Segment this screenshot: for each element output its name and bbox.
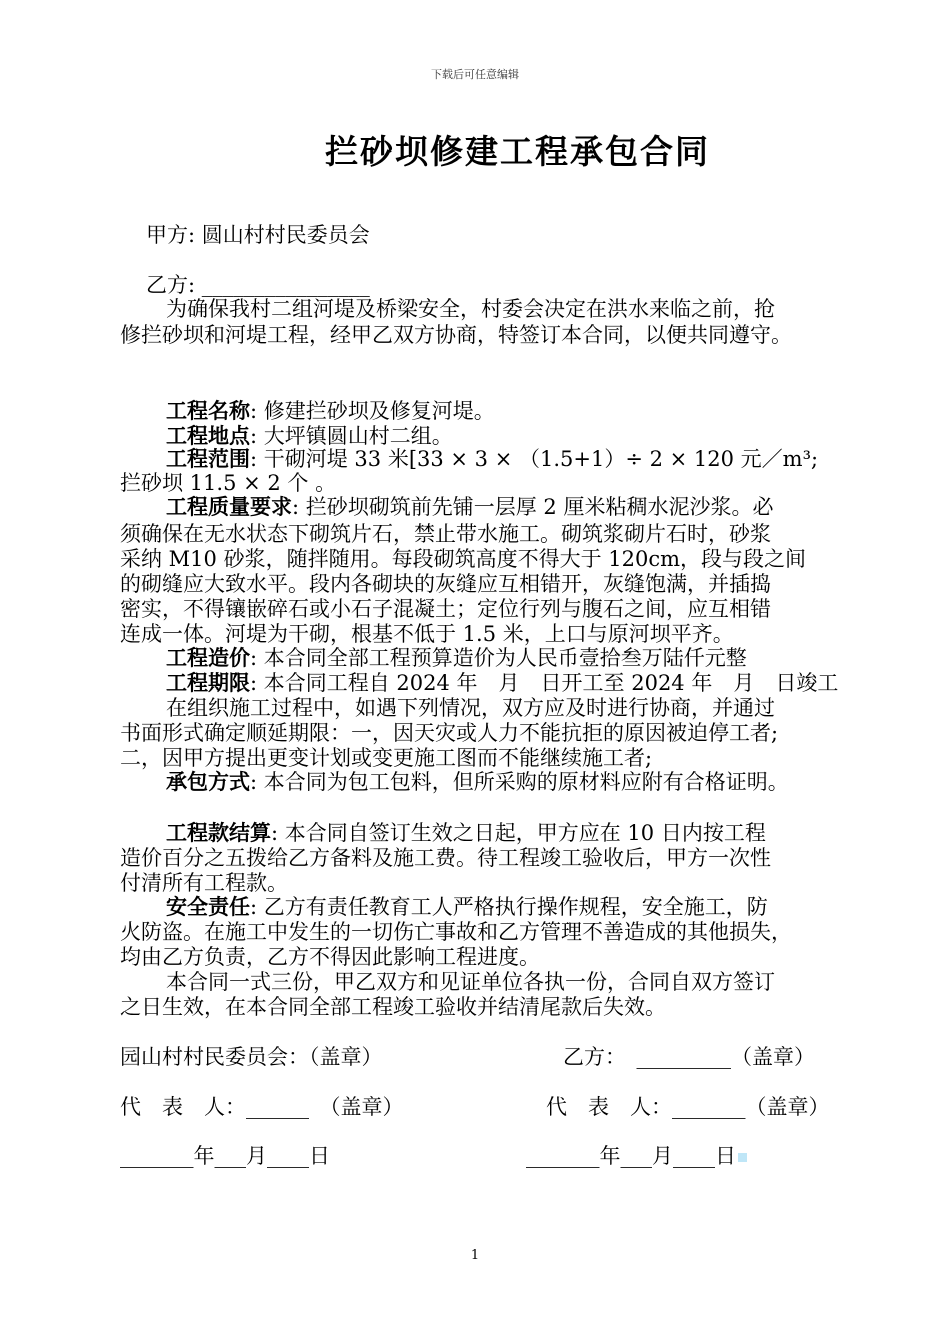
clause-text: : 拦砂坝砌筑前先铺一层厚 2 厘米粘稠水泥沙浆。必 (292, 495, 774, 519)
signature-party-a-org: 园山村村民委员会：（盖章） (120, 1045, 383, 1069)
clause-line: 之日生效，在本合同全部工程竣工验收并结清尾款后失效。 (120, 995, 666, 1019)
clause-copies: 本合同一式三份，甲乙双方和见证单位各执一份，合同自双方签订 (166, 970, 775, 994)
clause-text: : 本合同全部工程预算造价为人民币壹拾叁万陆仟元整 (250, 646, 747, 670)
clause-text: : 本合同为包工包料，但所采购的原材料应附有合格证明。 (250, 770, 789, 794)
clause-label: 工程质量要求 (166, 494, 292, 519)
clause-line: 须确保在无水状态下砌筑片石，禁止带水施工。砌筑浆砌片石时，砂浆 (120, 522, 771, 546)
clause-quality (166, 494, 773, 520)
clause-text: : 本合同工程自 2024 年 月 日开工至 2024 年 月 日竣工 (250, 671, 839, 695)
clause-label: 安全责任 (166, 894, 250, 919)
intro-line-1: 为确保我村二组河堤及桥梁安全，村委会决定在洪水来临之前，抢 (166, 297, 775, 321)
clause-label: 承包方式 (166, 769, 250, 794)
clause-line: 密实，不得镶嵌碎石或小石子混凝土；定位行列与腹石之间，应互相错 (120, 597, 771, 621)
party-a: 甲方: 圆山村村民委员会 (146, 223, 370, 247)
signature-party-b-date (526, 1143, 747, 1169)
clause-label: 工程名称 (166, 398, 250, 423)
party-b: 乙方: ________________ (146, 273, 370, 297)
clause-line: 二，因甲方提出更变计划或变更施工图而不能继续施工者; (120, 746, 653, 770)
cursor-marker-icon (738, 1153, 747, 1162)
clause-project-name (166, 398, 495, 424)
clause-label: 工程期限 (166, 670, 250, 695)
signature-party-a-rep: 代 表 人：______ （盖章） (120, 1095, 404, 1119)
clause-text: : 大坪镇圆山村二组。 (250, 424, 453, 448)
clause-line: 火防盗。在施工中发生的一切伤亡事故和乙方管理不善造成的其他损失， (120, 920, 792, 944)
clause-line: 均由乙方负责，乙方不得因此影响工程进度。 (120, 945, 540, 969)
clause-scope-continued: 拦砂坝 11.5 × 2 个 。 (120, 471, 337, 495)
clause-line: 付清所有工程款。 (120, 871, 288, 895)
clause-safety (166, 894, 768, 920)
clause-text: : 本合同自签订生效之日起，甲方应在 10 日内按工程 (271, 821, 766, 845)
clause-text: : 乙方有责任教育工人严格执行操作规程，安全施工，防 (250, 895, 768, 919)
signature-party-b-rep: 代 表 人：_______（盖章） (546, 1095, 830, 1119)
clause-label: 工程地点 (166, 423, 250, 448)
clause-period (166, 670, 838, 696)
clause-line: 连成一体。河堤为干砌，根基不低于 1.5 米，上口与原河坝平齐。 (120, 622, 734, 646)
clause-line: 的砌缝应大致水平。段内各砌块的灰缝应互相错开，灰缝饱满，并插捣 (120, 572, 771, 596)
clause-payment (166, 820, 766, 846)
clause-line: 造价百分之五拨给乙方备料及施工费。待工程竣工验收后，甲方一次性 (120, 846, 771, 870)
clause-contract-mode (166, 769, 789, 795)
intro-line-2: 修拦砂坝和河堤工程，经甲乙双方协商，特签订本合同，以便共同遵守。 (120, 323, 792, 347)
clause-project-scope (166, 446, 818, 472)
header-note: 下载后可任意编辑 (431, 68, 519, 81)
clause-price (166, 645, 747, 671)
contract-title: 拦砂坝修建工程承包合同 (325, 132, 710, 171)
clause-label: 工程款结算 (166, 820, 271, 845)
date-text: _______年___月____日 (526, 1144, 736, 1168)
clause-line: 采纳 M10 砂浆，随拌随用。每段砌筑高度不得大于 120cm，段与段之间 (120, 547, 807, 571)
clause-label: 工程范围 (166, 446, 250, 471)
clause-line: 书面形式确定顺延期限：一，因天灾或人力不能抗拒的原因被迫停工者; (120, 721, 779, 745)
page-number: 1 (470, 1248, 480, 1263)
signature-party-a-date: _______年___月____日 (120, 1144, 330, 1168)
clause-text: : 干砌河堤 33 米[33 × 3 × （1.5+1）÷ 2 × 120 元／m³; (250, 447, 819, 471)
clause-line: 在组织施工过程中，如遇下列情况，双方应及时进行协商，并通过 (166, 696, 775, 720)
clause-text: : 修建拦砂坝及修复河堤。 (250, 399, 495, 423)
clause-label: 工程造价 (166, 645, 250, 670)
signature-party-b-org: 乙方： _________（盖章） (563, 1045, 815, 1069)
